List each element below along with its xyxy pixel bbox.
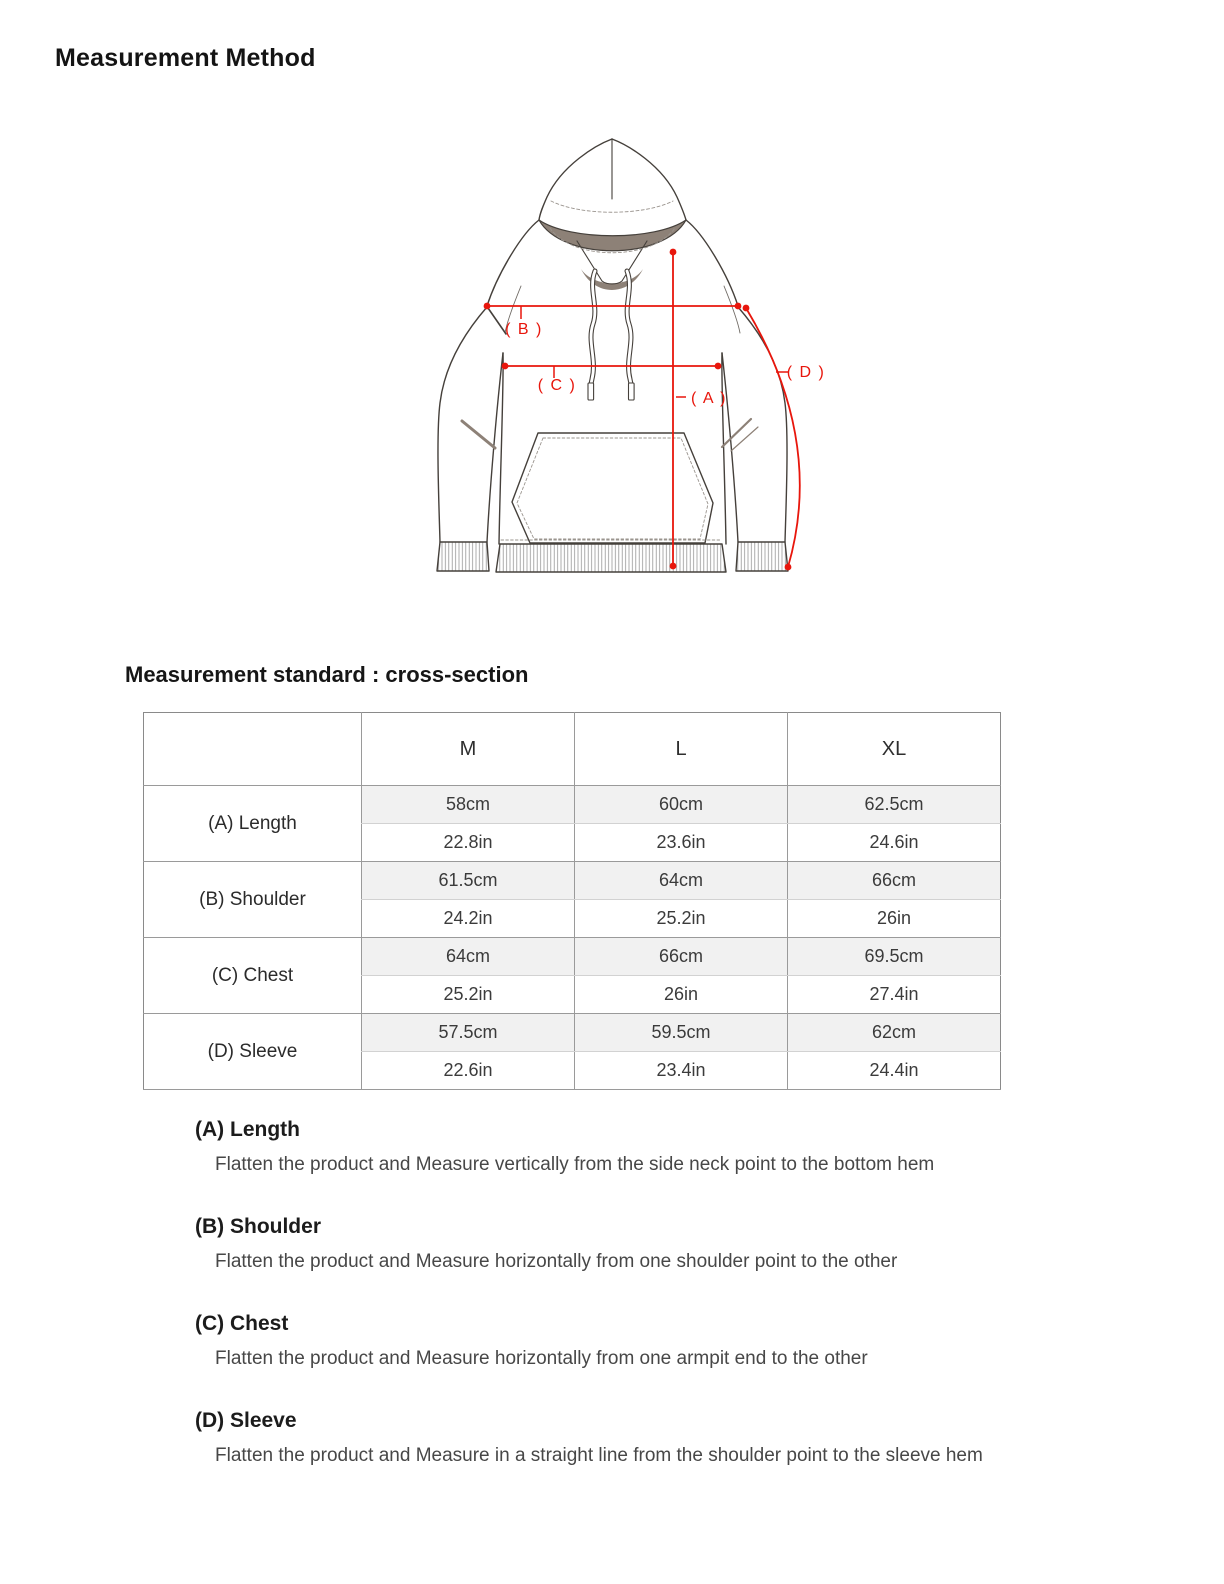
length-l-in: 23.6in: [575, 824, 788, 862]
shoulder-l-cm: 64cm: [575, 862, 788, 900]
page-title: Measurement Method: [55, 44, 316, 72]
label-d: ( D ): [786, 364, 826, 381]
table-heading: Measurement standard : cross-section: [125, 662, 529, 687]
measure-line-d: [743, 305, 800, 571]
row-label-length: (A) Length: [144, 786, 362, 862]
shoulder-m-cm: 61.5cm: [362, 862, 575, 900]
desc-chest: [195, 1310, 1155, 1371]
hoodie-outline: [437, 139, 788, 572]
hood-right-edge: [612, 139, 686, 220]
chest-m-in: 25.2in: [362, 976, 575, 1014]
size-header-m: M: [362, 713, 575, 786]
size-header-xl: XL: [788, 713, 1001, 786]
desc-shoulder-heading: (B) Shoulder: [195, 1215, 321, 1238]
shoulder-m-in: 24.2in: [362, 900, 575, 938]
left-cuff: [437, 542, 489, 571]
shoulder-xl-in: 26in: [788, 900, 1001, 938]
label-a: ( A ): [691, 390, 727, 407]
desc-sleeve-heading: (D) Sleeve: [195, 1409, 297, 1432]
sleeve-l-in: 23.4in: [575, 1052, 788, 1090]
desc-sleeve-text: Flatten the product and Measure in a straight line from the shoulder point to the sleeve hem: [215, 1445, 983, 1466]
row-label-sleeve: (D) Sleeve: [144, 1014, 362, 1090]
table-row-shoulder-cm: [144, 862, 1001, 900]
shoulder-l-in: 25.2in: [575, 900, 788, 938]
desc-length-heading: (A) Length: [195, 1118, 300, 1141]
label-b: ( B ): [505, 321, 543, 338]
measurement-descriptions: [195, 1116, 1155, 1504]
desc-chest-heading: (C) Chest: [195, 1312, 289, 1335]
hoodie-diagram: [400, 120, 850, 600]
row-label-chest: (C) Chest: [144, 938, 362, 1014]
size-header-l: L: [575, 713, 788, 786]
desc-chest-text: Flatten the product and Measure horizontally from one armpit end to the other: [215, 1348, 868, 1369]
chest-l-in: 26in: [575, 976, 788, 1014]
corner-cell: [144, 713, 362, 786]
hood-stitch: [551, 201, 673, 212]
chest-m-cm: 64cm: [362, 938, 575, 976]
chest-l-cm: 66cm: [575, 938, 788, 976]
sleeve-m-in: 22.6in: [362, 1052, 575, 1090]
hood-left-edge: [539, 139, 612, 220]
label-c: ( C ): [537, 377, 577, 394]
drawstrings: [588, 271, 634, 400]
right-cuff: [736, 542, 788, 571]
hood-lining: [539, 220, 686, 251]
pocket: [512, 433, 713, 543]
desc-shoulder: [195, 1213, 1155, 1274]
chest-xl-in: 27.4in: [788, 976, 1001, 1014]
size-header-row: [144, 713, 1001, 786]
length-m-cm: 58cm: [362, 786, 575, 824]
length-xl-in: 24.6in: [788, 824, 1001, 862]
desc-shoulder-text: Flatten the product and Measure horizontally from one shoulder point to the other: [215, 1251, 898, 1272]
desc-sleeve: [195, 1407, 1155, 1468]
hem-rib: [496, 544, 726, 572]
table-row-length-cm: [144, 786, 1001, 824]
sleeve-xl-cm: 62cm: [788, 1014, 1001, 1052]
measure-line-c: [502, 363, 722, 378]
shoulder-xl-cm: 66cm: [788, 862, 1001, 900]
table-row-chest-cm: [144, 938, 1001, 976]
size-table: [143, 712, 1001, 1090]
length-l-cm: 60cm: [575, 786, 788, 824]
measure-line-b: [484, 303, 742, 319]
chest-xl-cm: 69.5cm: [788, 938, 1001, 976]
length-m-in: 22.8in: [362, 824, 575, 862]
length-xl-cm: 62.5cm: [788, 786, 1001, 824]
sleeve-l-cm: 59.5cm: [575, 1014, 788, 1052]
row-label-shoulder: (B) Shoulder: [144, 862, 362, 938]
desc-length: [195, 1116, 1155, 1177]
table-row-sleeve-cm: [144, 1014, 1001, 1052]
sleeve-xl-in: 24.4in: [788, 1052, 1001, 1090]
sleeve-m-cm: 57.5cm: [362, 1014, 575, 1052]
desc-length-text: Flatten the product and Measure vertically from the side neck point to the bottom hem: [215, 1154, 935, 1175]
